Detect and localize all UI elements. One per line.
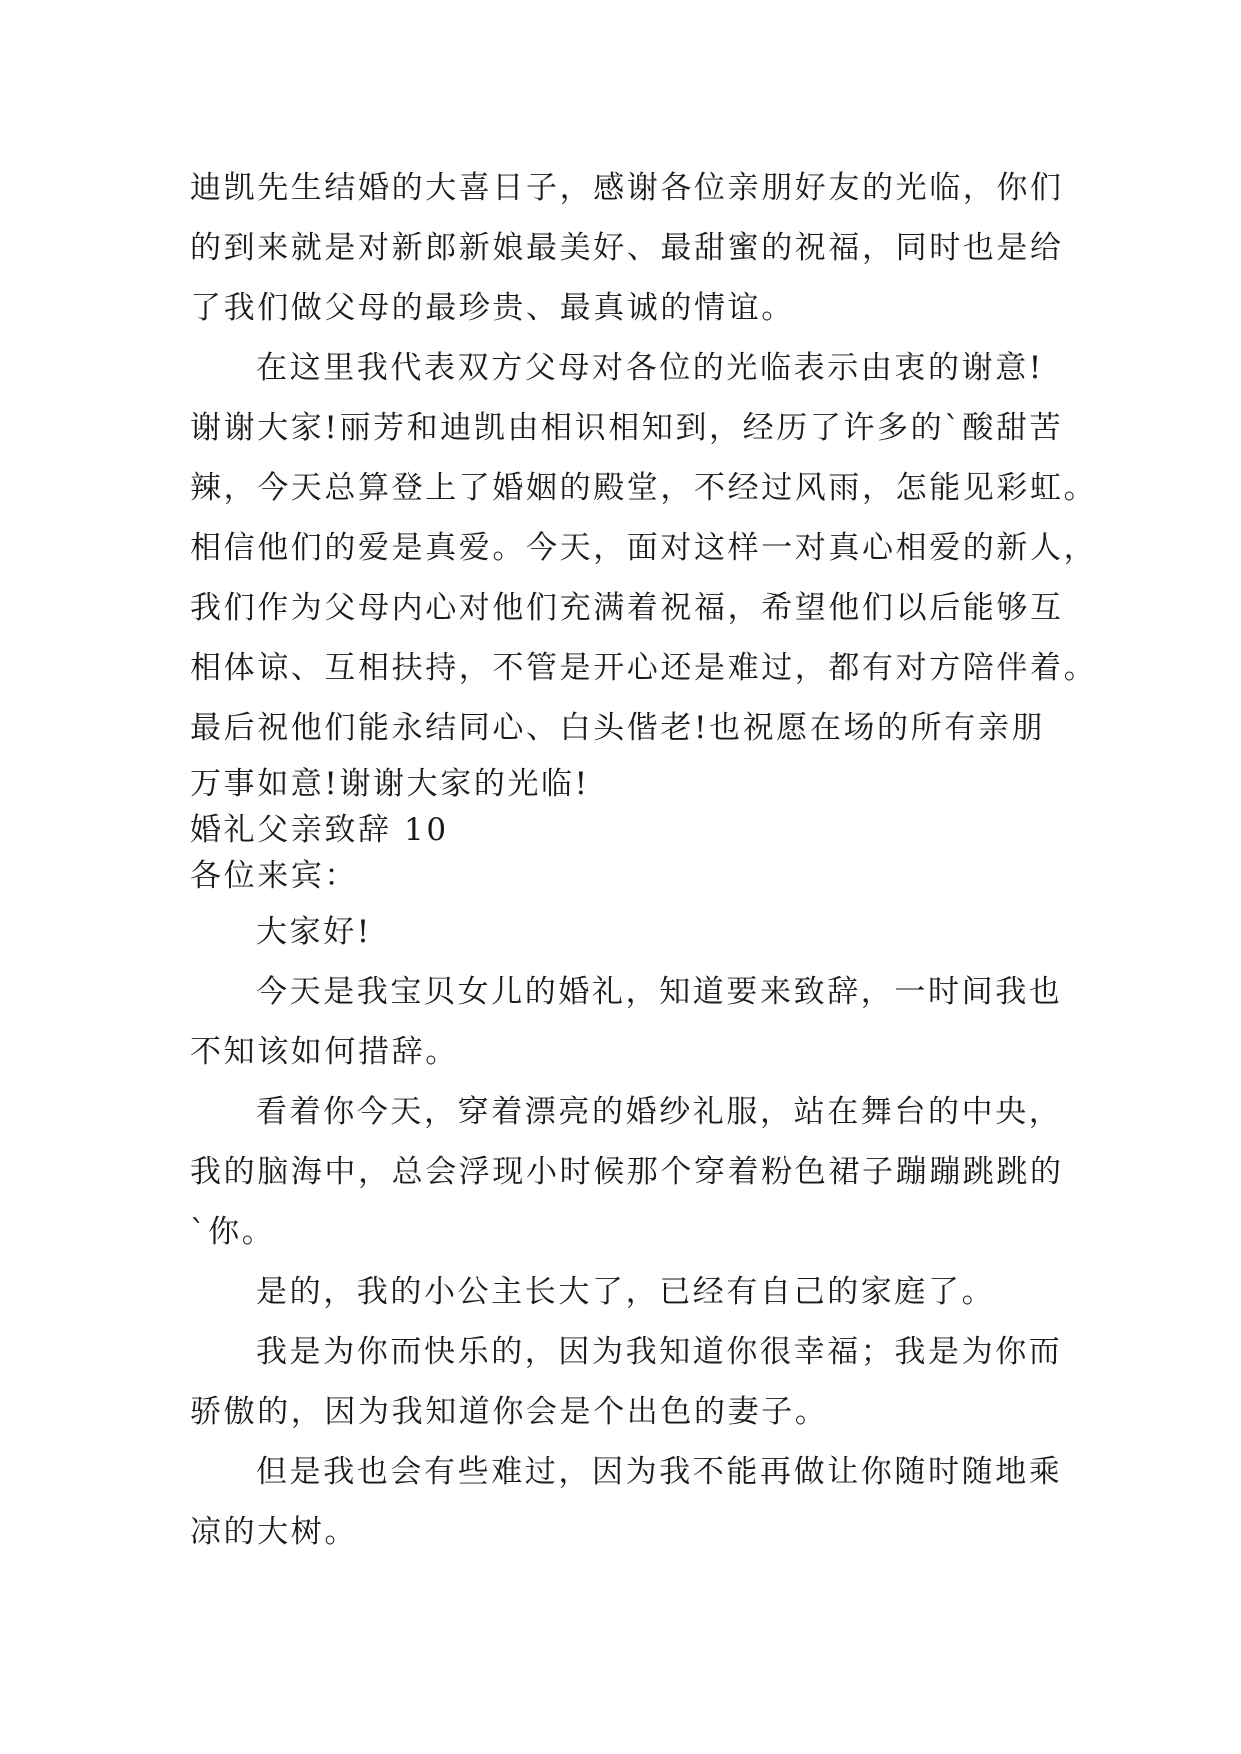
paragraph-first-line: 今天是我宝贝女儿的婚礼，知道要来致辞，一时间我也 <box>256 974 1063 1010</box>
paragraph-first-line: 但是我也会有些难过，因为我不能再做让你随时随地乘 <box>256 1454 1063 1490</box>
text-line: 凉的大树。 <box>190 1514 358 1550</box>
text-line: `你。 <box>190 1214 276 1250</box>
section-heading: 婚礼父亲致辞 10 <box>190 812 449 848</box>
text-line: 的到来就是对新郎新娘最美好、最甜蜜的祝福，同时也是给 <box>190 230 1064 266</box>
text-line: 了我们做父母的最珍贵、最真诚的情谊。 <box>190 290 795 326</box>
salutation: 各位来宾： <box>190 858 358 894</box>
text-line: 骄傲的，因为我知道你会是个出色的妻子。 <box>190 1394 829 1430</box>
text-line: 我的脑海中，总会浮现小时候那个穿着粉色裙子蹦蹦跳跳的 <box>190 1154 1064 1190</box>
text-line: 不知该如何措辞。 <box>190 1034 459 1070</box>
text-line: 迪凯先生结婚的大喜日子，感谢各位亲朋好友的光临，你们 <box>190 170 1064 206</box>
document-body <box>190 158 1098 1562</box>
text-line: 辣，今天总算登上了婚姻的殿堂，不经过风雨，怎能见彩虹。 <box>190 470 1098 506</box>
text-line: 我们作为父母内心对他们充满着祝福，希望他们以后能够互 <box>190 590 1064 626</box>
greeting: 大家好! <box>256 914 372 950</box>
paragraph-first-line: 是的，我的小公主长大了，已经有自己的家庭了。 <box>256 1274 996 1310</box>
text-line: 谢谢大家!丽芳和迪凯由相识相知到，经历了许多的`酸甜苦 <box>190 410 1064 446</box>
text-line: 相信他们的爱是真爱。今天，面对这样一对真心相爱的新人， <box>190 530 1098 566</box>
text-line: 万事如意!谢谢大家的光临! <box>190 766 590 802</box>
text-line: 相体谅、互相扶持，不管是开心还是难过，都有对方陪伴着。 <box>190 650 1098 686</box>
text-line: 最后祝他们能永结同心、白头偕老!也祝愿在场的所有亲朋 <box>190 710 1046 746</box>
paragraph-first-line: 看着你今天，穿着漂亮的婚纱礼服，站在舞台的中央， <box>256 1094 1063 1130</box>
paragraph-first-line: 在这里我代表双方父母对各位的光临表示由衷的谢意! <box>256 350 1044 386</box>
paragraph-first-line: 我是为你而快乐的，因为我知道你很幸福；我是为你而 <box>256 1334 1063 1370</box>
